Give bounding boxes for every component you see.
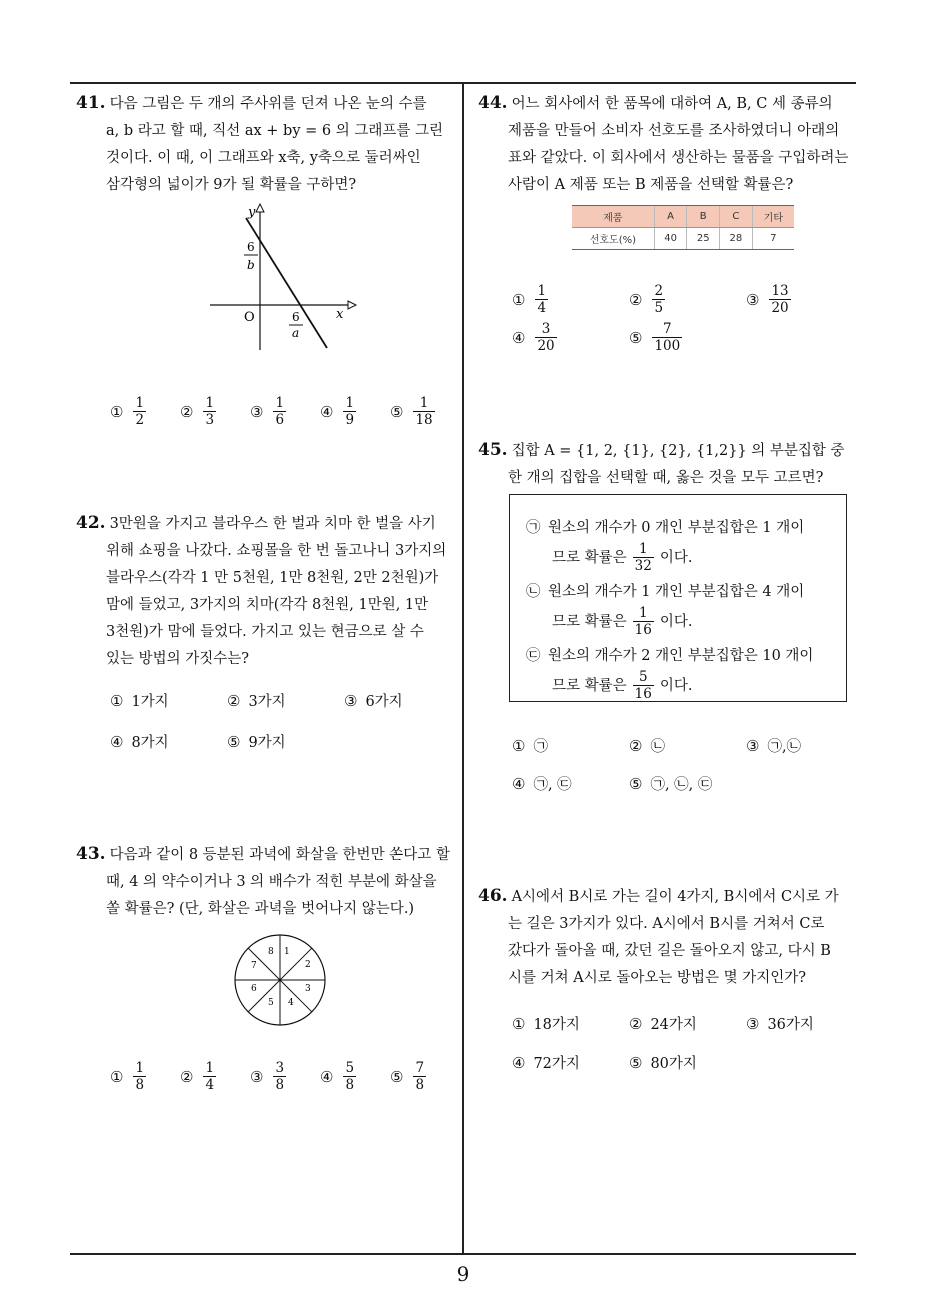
choice-2[interactable]: ② 24가지: [629, 1014, 697, 1033]
y-intercept-den: b: [247, 258, 255, 272]
choice-2[interactable]: ② $\frac{1}{4}$: [180, 1060, 215, 1093]
choice-3[interactable]: ③ $\frac{3}{8}$: [250, 1060, 285, 1093]
choice-5[interactable]: ⑤ 9가지: [227, 732, 286, 751]
fraction: $\frac{3}{20}$: [537, 321, 555, 354]
fraction: $\frac{7}{8}$: [415, 1060, 425, 1093]
q43-choices: [110, 1060, 460, 1093]
fraction: $\frac{3}{8}$: [275, 1060, 285, 1093]
fraction: $\frac{13}{20}$: [771, 283, 789, 316]
choice-1[interactable]: ① $\frac{1}{4}$: [512, 283, 547, 316]
question-43: 43. 다음과 같이 8 등분된 과녁에 화살을 한번만 쏜다고 할 때, 4 의 약수이거나 3 의 배수가 적힌 부분에 화살을 쏠 확률은? (단, 화살은 과녁을 벗어나지 않는다.): [76, 844, 450, 917]
choice-1[interactable]: ① 18가지: [512, 1014, 580, 1033]
question-number: 41.: [76, 93, 106, 113]
choice-2[interactable]: ② 3가지: [227, 691, 286, 710]
choice-2[interactable]: ② $\frac{2}{5}$: [629, 283, 664, 316]
target-number: 6: [251, 984, 257, 994]
statement-3: ㉢ 원소의 개수가 2 개인 부분집합은 10 개이 므로 확률은 $\frac{5}{16}$ 이다.: [526, 648, 814, 702]
q45-choices-row1: [512, 735, 846, 756]
target-circle: [232, 932, 328, 1028]
choice-2[interactable]: ② ㉡: [629, 736, 665, 755]
choice-4[interactable]: ④ 8가지: [110, 732, 169, 751]
origin-label: O: [244, 310, 255, 325]
choice-5[interactable]: ⑤ $\frac{7}{100}$: [629, 321, 681, 354]
choice-1[interactable]: ① $\frac{1}{2}$: [110, 395, 145, 428]
choice-3[interactable]: ③ 36가지: [746, 1014, 814, 1033]
question-44: 44. 어느 회사에서 한 품목에 대하여 A, B, C 세 종류의 제품을 만들어 소비자 선호도를 조사하였더니 아래의 표와 같았다. 이 회사에서 생산하는 물품을 구입하려는 사람이 A 제품 또는 B 제품을 선택할 확률은?: [478, 93, 849, 193]
question-number: 42.: [76, 513, 106, 533]
choice-1[interactable]: ① $\frac{1}{8}$: [110, 1060, 145, 1093]
fraction: $\frac{2}{5}$: [654, 283, 664, 316]
column-divider: [462, 82, 464, 1255]
fraction: $\frac{1}{32}$: [634, 541, 652, 574]
q44-choices-row2: [512, 321, 746, 354]
x-axis-arrow: [348, 301, 356, 309]
target-number: 5: [268, 998, 274, 1008]
target-number: 8: [268, 947, 274, 957]
choice-3[interactable]: ③ $\frac{13}{20}$: [746, 283, 789, 316]
fraction: $\frac{1}{2}$: [135, 395, 145, 428]
fraction: $\frac{1}{3}$: [205, 395, 215, 428]
choice-4[interactable]: ④ 72가지: [512, 1053, 580, 1072]
choice-3[interactable]: ③ 6가지: [344, 691, 403, 710]
choice-4[interactable]: ④ $\frac{3}{20}$: [512, 321, 555, 354]
target-number: 2: [305, 960, 311, 970]
choice-4[interactable]: ④ $\frac{1}{9}$: [320, 395, 355, 428]
target-number: 4: [288, 998, 294, 1008]
question-number: 45.: [478, 440, 508, 460]
q46-choices-row2: [512, 1052, 746, 1073]
x-intercept-den: a: [292, 326, 300, 340]
fraction: $\frac{1}{6}$: [275, 395, 285, 428]
fraction: $\frac{1}{9}$: [345, 395, 355, 428]
q42-choices-row1: [110, 690, 461, 711]
fraction: $\frac{1}{18}$: [415, 395, 433, 428]
q44-choices-row1: [512, 283, 863, 316]
bottom-rule: [70, 1253, 856, 1255]
question-number: 43.: [76, 844, 106, 864]
fraction: $\frac{1}{4}$: [205, 1060, 215, 1093]
question-number: 44.: [478, 93, 508, 113]
y-intercept-num: 6: [247, 240, 255, 254]
choice-5[interactable]: ⑤ $\frac{7}{8}$: [390, 1060, 425, 1093]
x-intercept-num: 6: [292, 310, 300, 324]
question-42: 42. 3만원을 가지고 블라우스 한 벌과 치마 한 벌을 사기 위해 쇼핑을 나갔다. 쇼핑몰을 한 번 돌고나니 3가지의 블라우스(각각 1 만 5천원, 1만 8천원, 2만 2천원)가 맘에 들었고, 3가지의 치마(각각 8천원, 1만원, 1만 3천원)가 맘에 들었다. 가지고 있는 현금으로 살 수 있는 방법의 가짓수는?: [76, 513, 447, 667]
question-number: 46.: [478, 886, 508, 906]
question-41: 41. 다음 그림은 두 개의 주사위를 던져 나온 눈의 수를 a, b 라고 할 때, 직선 ax + by = 6 의 그래프를 그린 것이다. 이 때, 이 그래프와 x축, y축으로 둘러싸인 삼각형의 넓이가 9가 될 확률을 구하면?: [76, 93, 443, 193]
table-row: 선호도(%) 40 25 28 7: [572, 228, 794, 250]
target-number: 3: [305, 984, 311, 994]
choice-3[interactable]: ③ $\frac{1}{6}$: [250, 395, 285, 428]
choice-4[interactable]: ④ ㉠, ㉢: [512, 774, 572, 793]
q45-choices-row2: [512, 773, 746, 794]
statement-box: [509, 494, 847, 702]
target-number: 7: [251, 961, 257, 971]
choice-2[interactable]: ② $\frac{1}{3}$: [180, 395, 215, 428]
fraction: $\frac{5}{16}$: [634, 669, 652, 702]
fraction: $\frac{1}{16}$: [634, 605, 652, 638]
choice-5[interactable]: ⑤ ㉠, ㉡, ㉢: [629, 774, 713, 793]
choice-4[interactable]: ④ $\frac{5}{8}$: [320, 1060, 355, 1093]
q41-choices: [110, 395, 460, 428]
x-axis-label: x: [336, 307, 344, 322]
choice-5[interactable]: ⑤ $\frac{1}{18}$: [390, 395, 433, 428]
target-number: 1: [284, 947, 290, 957]
question-45: 45. 집합 A = {1, 2, {1}, {2}, {1,2}} 의 부분집합 중 한 개의 집합을 선택할 때, 옳은 것을 모두 고르면?: [478, 440, 845, 486]
y-axis-label: y: [248, 205, 256, 220]
fraction: $\frac{1}{4}$: [537, 283, 547, 316]
q46-choices-row1: [512, 1013, 846, 1034]
table-header-row: 제품 A B C 기타: [572, 206, 794, 228]
choice-5[interactable]: ⑤ 80가지: [629, 1053, 697, 1072]
fraction: $\frac{5}{8}$: [345, 1060, 355, 1093]
fraction: $\frac{7}{100}$: [654, 321, 681, 354]
fraction: $\frac{1}{8}$: [135, 1060, 145, 1093]
choice-3[interactable]: ③ ㉠,㉡: [746, 736, 802, 755]
choice-1[interactable]: ① ㉠: [512, 736, 548, 755]
preference-table: [572, 205, 794, 250]
question-46: 46. A시에서 B시로 가는 길이 4가지, B시에서 C시로 가 는 길은 3가지가 있다. A시에서 B시를 거쳐서 C로 갔다가 돌아올 때, 갔던 길은 돌아오지 않고, 다시 B 시를 거쳐 A시로 돌아오는 방법은 몇 가지인가?: [478, 886, 839, 986]
statement-1: ㉠ 원소의 개수가 0 개인 부분집합은 1 개이 므로 확률은 $\frac{1}{32}$ 이다.: [526, 520, 805, 574]
page-number: 9: [456, 1262, 470, 1286]
choice-1[interactable]: ① 1가지: [110, 691, 169, 710]
line-graph: [200, 200, 360, 360]
graph-line: [246, 218, 327, 348]
y-axis-arrow: [256, 204, 264, 212]
q42-choices-row2: [110, 731, 344, 752]
statement-2: ㉡ 원소의 개수가 1 개인 부분집합은 4 개이 므로 확률은 $\frac{1}{16}$ 이다.: [526, 584, 805, 638]
